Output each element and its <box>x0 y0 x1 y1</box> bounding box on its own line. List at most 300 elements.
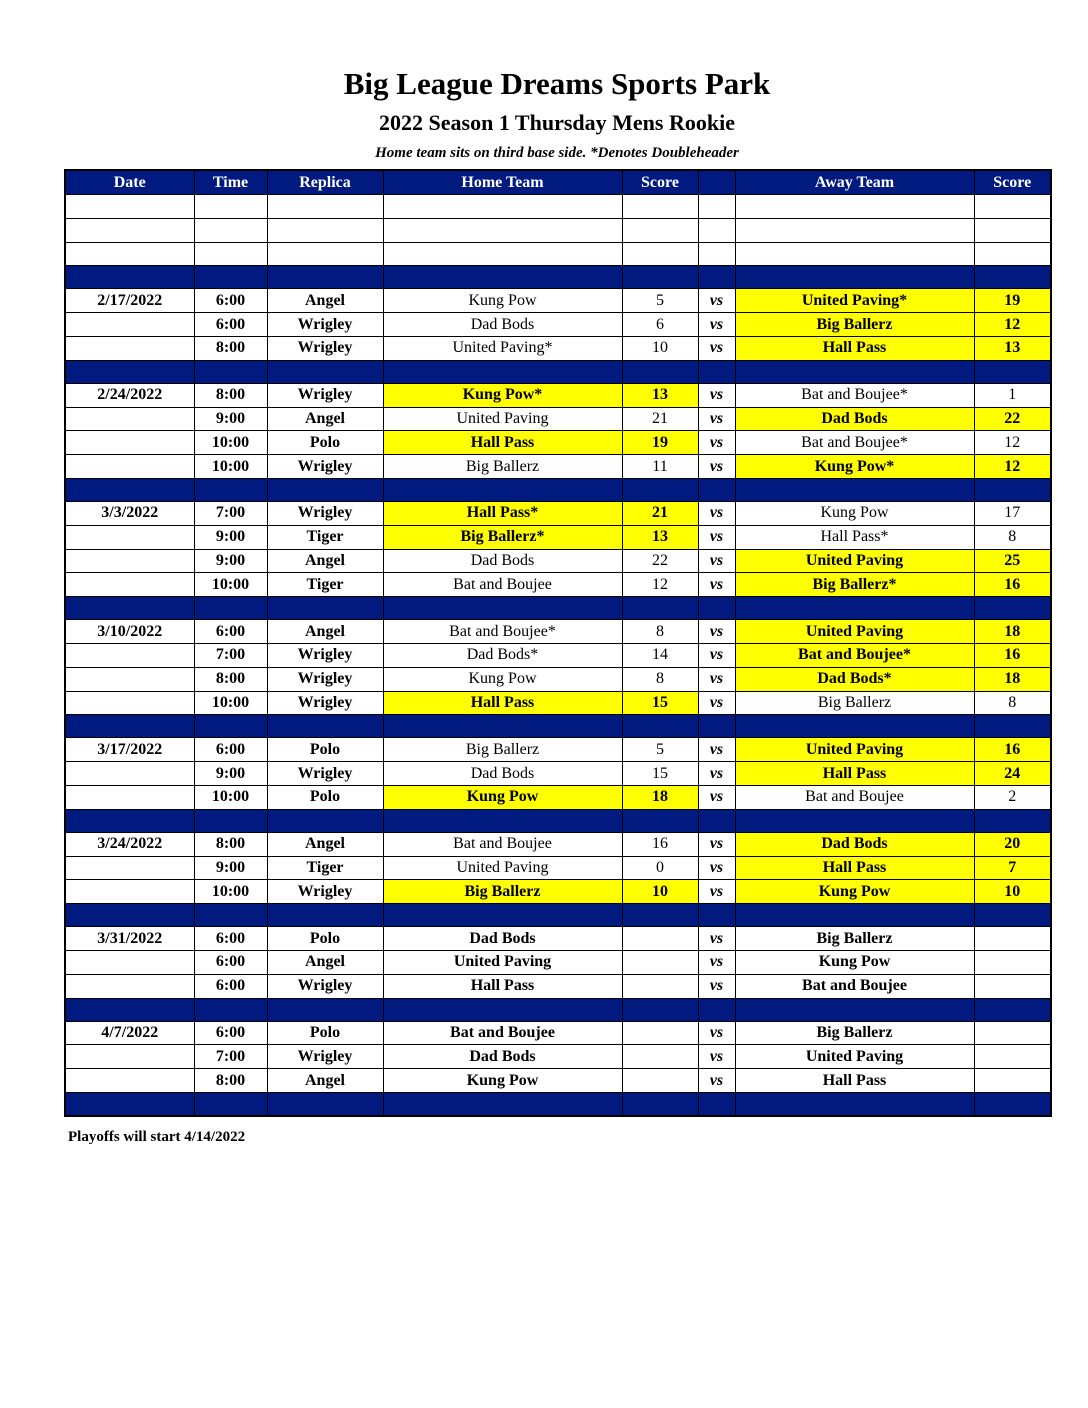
time-cell: 6:00 <box>194 927 267 951</box>
away-team-cell: Kung Pow <box>735 501 974 525</box>
replica-cell: Angel <box>267 1069 383 1093</box>
home-team-cell: Dad Bods <box>383 1045 622 1069</box>
game-row <box>65 950 1051 974</box>
separator-cell <box>194 809 267 832</box>
home-team-cell: Kung Pow <box>383 289 622 313</box>
replica-cell: Wrigley <box>267 1045 383 1069</box>
separator-cell <box>267 360 383 383</box>
home-score-cell: 22 <box>622 549 698 573</box>
separator-cell <box>383 266 622 289</box>
separator-cell <box>735 998 974 1021</box>
separator-cell <box>735 597 974 620</box>
separator-cell <box>698 715 735 738</box>
date-cell <box>65 1069 194 1093</box>
home-score-cell: 14 <box>622 643 698 667</box>
home-score-cell: 6 <box>622 313 698 337</box>
away-score-cell: 19 <box>974 289 1051 313</box>
away-score-cell: 24 <box>974 762 1051 786</box>
home-team-cell: Dad Bods <box>383 762 622 786</box>
blank-cell <box>65 242 194 266</box>
game-row <box>65 549 1051 573</box>
separator-cell <box>698 1092 735 1116</box>
blank-row <box>65 195 1051 219</box>
away-score-cell: 1 <box>974 383 1051 407</box>
replica-cell: Wrigley <box>267 313 383 337</box>
away-team-cell: Big Ballerz <box>735 313 974 337</box>
home-score-cell: 0 <box>622 856 698 880</box>
game-row <box>65 1069 1051 1093</box>
separator-cell <box>622 266 698 289</box>
date-cell: 3/3/2022 <box>65 501 194 525</box>
home-team-cell: Kung Pow <box>383 785 622 809</box>
week-separator-row <box>65 1092 1051 1116</box>
blank-cell <box>194 242 267 266</box>
time-cell: 6:00 <box>194 974 267 998</box>
game-row <box>65 573 1051 597</box>
separator-cell <box>383 1092 622 1116</box>
game-row <box>65 336 1051 360</box>
separator-cell <box>974 809 1051 832</box>
away-team-cell: Big Ballerz* <box>735 573 974 597</box>
blank-cell <box>267 195 383 219</box>
game-row <box>65 1021 1051 1045</box>
blank-cell <box>65 218 194 242</box>
home-score-cell: 19 <box>622 431 698 455</box>
separator-cell <box>383 809 622 832</box>
vs-cell: vs <box>698 336 735 360</box>
game-row <box>65 620 1051 644</box>
home-team-cell: Dad Bods* <box>383 643 622 667</box>
blank-cell <box>974 242 1051 266</box>
away-score-cell: 12 <box>974 455 1051 479</box>
date-cell <box>65 336 194 360</box>
date-cell <box>65 455 194 479</box>
week-separator-row <box>65 715 1051 738</box>
game-row <box>65 880 1051 904</box>
away-team-cell: Dad Bods* <box>735 667 974 691</box>
replica-cell: Polo <box>267 431 383 455</box>
home-score-cell <box>622 950 698 974</box>
replica-cell: Wrigley <box>267 455 383 479</box>
home-score-cell: 10 <box>622 880 698 904</box>
away-team-cell: United Paving <box>735 549 974 573</box>
home-team-cell: Hall Pass* <box>383 501 622 525</box>
vs-cell: vs <box>698 785 735 809</box>
home-team-cell: Dad Bods <box>383 549 622 573</box>
game-row <box>65 455 1051 479</box>
away-score-cell: 18 <box>974 667 1051 691</box>
separator-cell <box>383 597 622 620</box>
separator-cell <box>622 597 698 620</box>
time-cell: 6:00 <box>194 289 267 313</box>
away-score-cell: 16 <box>974 573 1051 597</box>
game-row <box>65 785 1051 809</box>
vs-cell: vs <box>698 431 735 455</box>
separator-cell <box>267 597 383 620</box>
date-cell <box>65 573 194 597</box>
away-score-cell: 8 <box>974 691 1051 715</box>
separator-cell <box>735 478 974 501</box>
game-row <box>65 431 1051 455</box>
replica-cell: Polo <box>267 927 383 951</box>
week-separator-row <box>65 266 1051 289</box>
blank-cell <box>974 218 1051 242</box>
separator-cell <box>65 478 194 501</box>
game-row <box>65 313 1051 337</box>
separator-cell <box>194 715 267 738</box>
time-cell: 8:00 <box>194 832 267 856</box>
date-cell <box>65 549 194 573</box>
replica-cell: Polo <box>267 1021 383 1045</box>
away-team-cell: Bat and Boujee <box>735 974 974 998</box>
replica-cell: Wrigley <box>267 383 383 407</box>
separator-cell <box>698 998 735 1021</box>
game-row <box>65 407 1051 431</box>
away-score-cell: 20 <box>974 832 1051 856</box>
away-team-cell: United Paving <box>735 1045 974 1069</box>
separator-cell <box>383 478 622 501</box>
game-row <box>65 691 1051 715</box>
separator-cell <box>65 360 194 383</box>
blank-cell <box>622 218 698 242</box>
vs-cell: vs <box>698 573 735 597</box>
game-row <box>65 501 1051 525</box>
away-score-cell <box>974 927 1051 951</box>
schedule-note: Home team sits on third base side. *Denotes Doubleheader <box>375 145 739 161</box>
away-team-cell: Bat and Boujee* <box>735 643 974 667</box>
away-team-cell: Kung Pow <box>735 880 974 904</box>
replica-cell: Wrigley <box>267 501 383 525</box>
separator-cell <box>622 904 698 927</box>
schedule-table <box>64 169 1052 1117</box>
away-team-cell: Big Ballerz <box>735 1021 974 1045</box>
separator-cell <box>267 715 383 738</box>
vs-cell: vs <box>698 738 735 762</box>
separator-cell <box>698 478 735 501</box>
game-row <box>65 974 1051 998</box>
away-score-cell: 7 <box>974 856 1051 880</box>
replica-cell: Tiger <box>267 573 383 597</box>
separator-cell <box>194 904 267 927</box>
home-team-cell: United Paving <box>383 950 622 974</box>
replica-cell: Wrigley <box>267 974 383 998</box>
vs-cell: vs <box>698 762 735 786</box>
game-row <box>65 1045 1051 1069</box>
date-cell <box>65 1045 194 1069</box>
replica-cell: Angel <box>267 832 383 856</box>
away-score-cell: 16 <box>974 738 1051 762</box>
away-score-cell: 25 <box>974 549 1051 573</box>
separator-cell <box>974 266 1051 289</box>
replica-cell: Wrigley <box>267 880 383 904</box>
date-cell: 2/24/2022 <box>65 383 194 407</box>
replica-cell: Angel <box>267 289 383 313</box>
col-header-home-team: Home Team <box>383 170 622 195</box>
time-cell: 6:00 <box>194 313 267 337</box>
separator-cell <box>735 266 974 289</box>
separator-cell <box>383 998 622 1021</box>
vs-cell: vs <box>698 407 735 431</box>
blank-cell <box>698 218 735 242</box>
separator-cell <box>194 998 267 1021</box>
time-cell: 7:00 <box>194 643 267 667</box>
away-team-cell: United Paving <box>735 738 974 762</box>
away-score-cell: 17 <box>974 501 1051 525</box>
away-team-cell: Hall Pass <box>735 1069 974 1093</box>
separator-cell <box>735 1092 974 1116</box>
away-score-cell <box>974 1069 1051 1093</box>
blank-cell <box>194 195 267 219</box>
away-team-cell: Kung Pow <box>735 950 974 974</box>
replica-cell: Wrigley <box>267 667 383 691</box>
away-score-cell <box>974 1045 1051 1069</box>
game-row <box>65 832 1051 856</box>
home-team-cell: Bat and Boujee* <box>383 620 622 644</box>
game-row <box>65 525 1051 549</box>
separator-cell <box>383 904 622 927</box>
date-cell: 3/24/2022 <box>65 832 194 856</box>
home-score-cell: 15 <box>622 762 698 786</box>
away-score-cell: 18 <box>974 620 1051 644</box>
replica-cell: Wrigley <box>267 762 383 786</box>
separator-cell <box>698 809 735 832</box>
home-team-cell: Hall Pass <box>383 431 622 455</box>
separator-cell <box>267 1092 383 1116</box>
home-team-cell: Bat and Boujee <box>383 573 622 597</box>
home-team-cell: Big Ballerz <box>383 455 622 479</box>
blank-cell <box>267 218 383 242</box>
blank-cell <box>735 242 974 266</box>
home-team-cell: Dad Bods <box>383 927 622 951</box>
time-cell: 9:00 <box>194 407 267 431</box>
date-cell <box>65 667 194 691</box>
game-row <box>65 762 1051 786</box>
date-cell <box>65 407 194 431</box>
table-header-row <box>65 170 1051 195</box>
replica-cell: Angel <box>267 620 383 644</box>
blank-row <box>65 218 1051 242</box>
home-score-cell <box>622 1069 698 1093</box>
time-cell: 8:00 <box>194 1069 267 1093</box>
game-row <box>65 289 1051 313</box>
away-team-cell: Dad Bods <box>735 832 974 856</box>
replica-cell: Angel <box>267 950 383 974</box>
home-score-cell: 15 <box>622 691 698 715</box>
home-team-cell: Dad Bods <box>383 313 622 337</box>
home-team-cell: Bat and Boujee <box>383 1021 622 1045</box>
blank-cell <box>194 218 267 242</box>
home-score-cell: 5 <box>622 738 698 762</box>
separator-cell <box>267 478 383 501</box>
separator-cell <box>622 998 698 1021</box>
home-score-cell: 16 <box>622 832 698 856</box>
away-score-cell: 2 <box>974 785 1051 809</box>
away-team-cell: Hall Pass <box>735 856 974 880</box>
week-separator-row <box>65 998 1051 1021</box>
home-score-cell: 5 <box>622 289 698 313</box>
home-team-cell: Kung Pow* <box>383 383 622 407</box>
separator-cell <box>698 904 735 927</box>
vs-cell: vs <box>698 1045 735 1069</box>
home-team-cell: Bat and Boujee <box>383 832 622 856</box>
separator-cell <box>735 809 974 832</box>
time-cell: 10:00 <box>194 455 267 479</box>
separator-cell <box>974 360 1051 383</box>
separator-cell <box>65 809 194 832</box>
blank-cell <box>622 242 698 266</box>
home-team-cell: Hall Pass <box>383 691 622 715</box>
vs-cell: vs <box>698 383 735 407</box>
time-cell: 10:00 <box>194 880 267 904</box>
separator-cell <box>698 266 735 289</box>
date-cell <box>65 525 194 549</box>
home-score-cell <box>622 1045 698 1069</box>
week-separator-row <box>65 597 1051 620</box>
time-cell: 8:00 <box>194 336 267 360</box>
away-team-cell: Bat and Boujee* <box>735 431 974 455</box>
home-team-cell: Kung Pow <box>383 1069 622 1093</box>
replica-cell: Wrigley <box>267 643 383 667</box>
page-title: Big League Dreams Sports Park <box>343 66 771 101</box>
home-score-cell: 11 <box>622 455 698 479</box>
vs-cell: vs <box>698 950 735 974</box>
time-cell: 8:00 <box>194 667 267 691</box>
separator-cell <box>622 360 698 383</box>
vs-cell: vs <box>698 667 735 691</box>
separator-cell <box>65 715 194 738</box>
separator-cell <box>622 715 698 738</box>
date-cell: 4/7/2022 <box>65 1021 194 1045</box>
time-cell: 6:00 <box>194 738 267 762</box>
separator-cell <box>735 715 974 738</box>
vs-cell: vs <box>698 313 735 337</box>
date-cell <box>65 785 194 809</box>
date-cell: 2/17/2022 <box>65 289 194 313</box>
home-score-cell: 8 <box>622 620 698 644</box>
time-cell: 6:00 <box>194 1021 267 1045</box>
home-team-cell: United Paving* <box>383 336 622 360</box>
date-cell: 3/10/2022 <box>65 620 194 644</box>
away-team-cell: Kung Pow* <box>735 455 974 479</box>
blank-cell <box>974 195 1051 219</box>
game-row <box>65 643 1051 667</box>
home-score-cell: 21 <box>622 407 698 431</box>
away-score-cell <box>974 974 1051 998</box>
time-cell: 8:00 <box>194 383 267 407</box>
home-score-cell: 21 <box>622 501 698 525</box>
time-cell: 7:00 <box>194 501 267 525</box>
col-header-away-team: Away Team <box>735 170 974 195</box>
replica-cell: Wrigley <box>267 691 383 715</box>
date-cell <box>65 856 194 880</box>
separator-cell <box>974 1092 1051 1116</box>
away-score-cell <box>974 950 1051 974</box>
separator-cell <box>698 597 735 620</box>
separator-cell <box>735 360 974 383</box>
replica-cell: Tiger <box>267 525 383 549</box>
separator-cell <box>622 478 698 501</box>
blank-cell <box>383 195 622 219</box>
home-score-cell <box>622 927 698 951</box>
blank-cell <box>383 242 622 266</box>
separator-cell <box>267 809 383 832</box>
time-cell: 10:00 <box>194 691 267 715</box>
separator-cell <box>194 266 267 289</box>
blank-cell <box>735 218 974 242</box>
separator-cell <box>974 998 1051 1021</box>
col-header-away-score: Score <box>974 170 1051 195</box>
separator-cell <box>65 904 194 927</box>
replica-cell: Angel <box>267 407 383 431</box>
vs-cell: vs <box>698 643 735 667</box>
date-cell <box>65 643 194 667</box>
game-row <box>65 856 1051 880</box>
separator-cell <box>267 998 383 1021</box>
time-cell: 10:00 <box>194 785 267 809</box>
col-header-home-score: Score <box>622 170 698 195</box>
schedule-body <box>65 195 1051 1116</box>
vs-cell: vs <box>698 289 735 313</box>
home-team-cell: United Paving <box>383 856 622 880</box>
replica-cell: Polo <box>267 785 383 809</box>
separator-cell <box>974 715 1051 738</box>
separator-cell <box>65 998 194 1021</box>
blank-cell <box>622 195 698 219</box>
game-row <box>65 667 1051 691</box>
replica-cell: Polo <box>267 738 383 762</box>
playoffs-note: Playoffs will start 4/14/2022 <box>68 1129 246 1145</box>
separator-cell <box>974 904 1051 927</box>
page-subtitle: 2022 Season 1 Thursday Mens Rookie <box>379 110 735 135</box>
home-score-cell: 10 <box>622 336 698 360</box>
away-team-cell: Big Ballerz <box>735 927 974 951</box>
away-score-cell: 8 <box>974 525 1051 549</box>
col-header-date: Date <box>65 170 194 195</box>
replica-cell: Wrigley <box>267 336 383 360</box>
vs-cell: vs <box>698 856 735 880</box>
time-cell: 9:00 <box>194 525 267 549</box>
week-separator-row <box>65 478 1051 501</box>
blank-cell <box>698 195 735 219</box>
home-score-cell: 8 <box>622 667 698 691</box>
date-cell <box>65 762 194 786</box>
separator-cell <box>383 360 622 383</box>
date-cell: 3/17/2022 <box>65 738 194 762</box>
game-row <box>65 927 1051 951</box>
week-separator-row <box>65 809 1051 832</box>
vs-cell: vs <box>698 1069 735 1093</box>
time-cell: 9:00 <box>194 762 267 786</box>
home-score-cell: 13 <box>622 383 698 407</box>
vs-cell: vs <box>698 1021 735 1045</box>
separator-cell <box>735 904 974 927</box>
blank-cell <box>65 195 194 219</box>
separator-cell <box>383 715 622 738</box>
time-cell: 7:00 <box>194 1045 267 1069</box>
vs-cell: vs <box>698 832 735 856</box>
vs-cell: vs <box>698 880 735 904</box>
home-score-cell: 18 <box>622 785 698 809</box>
away-team-cell: Bat and Boujee* <box>735 383 974 407</box>
game-row <box>65 738 1051 762</box>
away-score-cell: 12 <box>974 313 1051 337</box>
vs-cell: vs <box>698 927 735 951</box>
vs-cell: vs <box>698 549 735 573</box>
separator-cell <box>974 478 1051 501</box>
replica-cell: Angel <box>267 549 383 573</box>
home-score-cell <box>622 1021 698 1045</box>
blank-cell <box>698 242 735 266</box>
